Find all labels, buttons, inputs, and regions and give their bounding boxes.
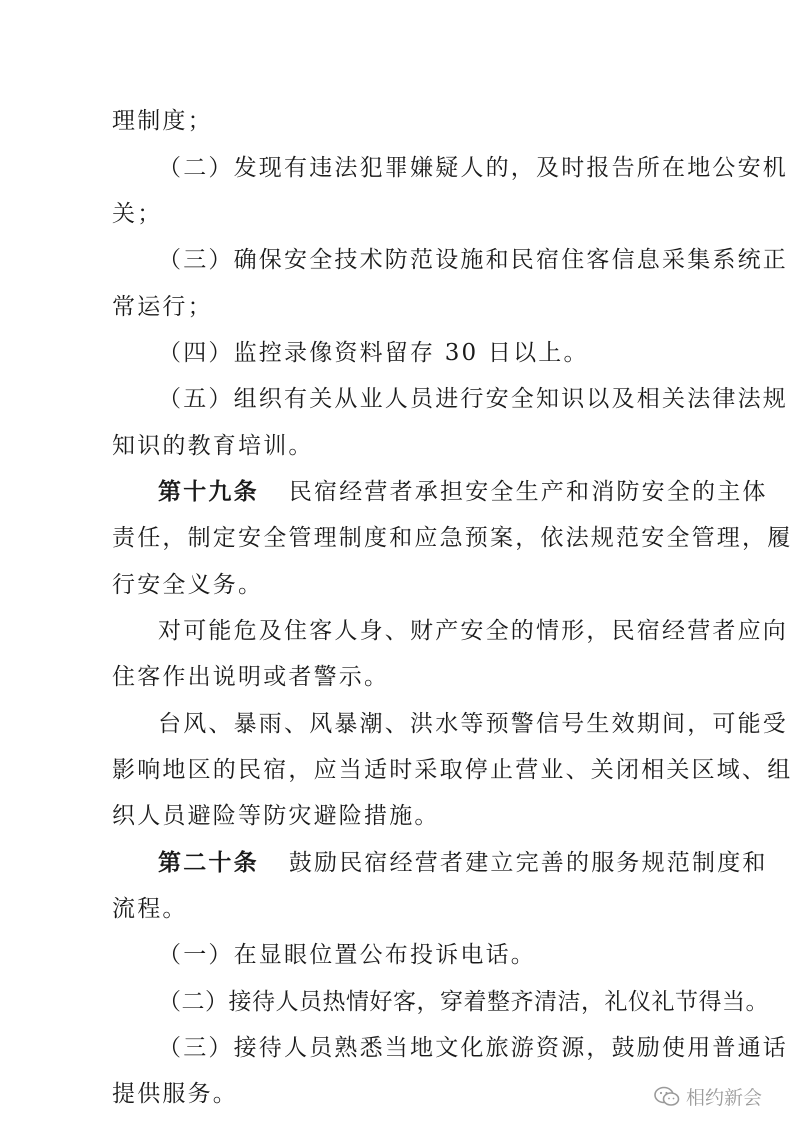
text-line: （二）发现有违法犯罪嫌疑人的，及时报告所在地公安机 (158, 155, 788, 181)
wechat-icon (654, 1086, 680, 1108)
text-line: 鼓励民宿经营者建立完善的服务规范制度和 (288, 850, 768, 876)
text-line: 民宿经营者承担安全生产和消防安全的主体 (288, 479, 768, 505)
text-line: 理制度； (112, 108, 213, 134)
article-20-title: 第二十条 (158, 850, 259, 876)
text-line: 责任，制定安全管理制度和应急预案，依法规范安全管理，履 (112, 525, 793, 551)
article-19-title: 第十九条 (158, 479, 259, 505)
text-line: （四）监控录像资料留存 30 日以上。 (158, 340, 589, 366)
watermark-text: 相约新会 (686, 1087, 763, 1109)
text-line: 提供服务。 (112, 1081, 238, 1107)
text-line: 对可能危及住客人身、财产安全的情形，民宿经营者应向 (158, 618, 788, 644)
text-line: 影响地区的民宿，应当适时采取停止营业、关闭相关区域、组 (112, 757, 793, 783)
text-line: （一）在显眼位置公布投诉电话。 (158, 942, 536, 968)
text-line: 住客作出说明或者警示。 (112, 664, 390, 690)
watermark (654, 1083, 762, 1110)
text-line: 行安全义务。 (112, 572, 264, 598)
article-19-line (158, 477, 768, 507)
article-20-line (158, 848, 768, 878)
text-line: （二）接待人员热情好客，穿着整齐清洁，礼仪礼节得当。 (158, 989, 769, 1015)
text-line: 织人员避险等防灾避险措施。 (112, 803, 440, 829)
text-line: 知识的教育培训。 (112, 433, 314, 459)
text-line: （五）组织有关从业人员进行安全知识以及相关法律法规 (158, 386, 788, 412)
text-line: 关； (112, 201, 163, 227)
text-line: （三）确保安全技术防范设施和民宿住客信息采集系统正 (158, 247, 788, 273)
text-line: 台风、暴雨、风暴潮、洪水等预警信号生效期间，可能受 (158, 711, 788, 737)
text-line: （三）接待人员熟悉当地文化旅游资源，鼓励使用普通话 (158, 1035, 788, 1061)
text-line: 常运行； (112, 294, 213, 320)
text-line: 流程。 (112, 896, 188, 922)
